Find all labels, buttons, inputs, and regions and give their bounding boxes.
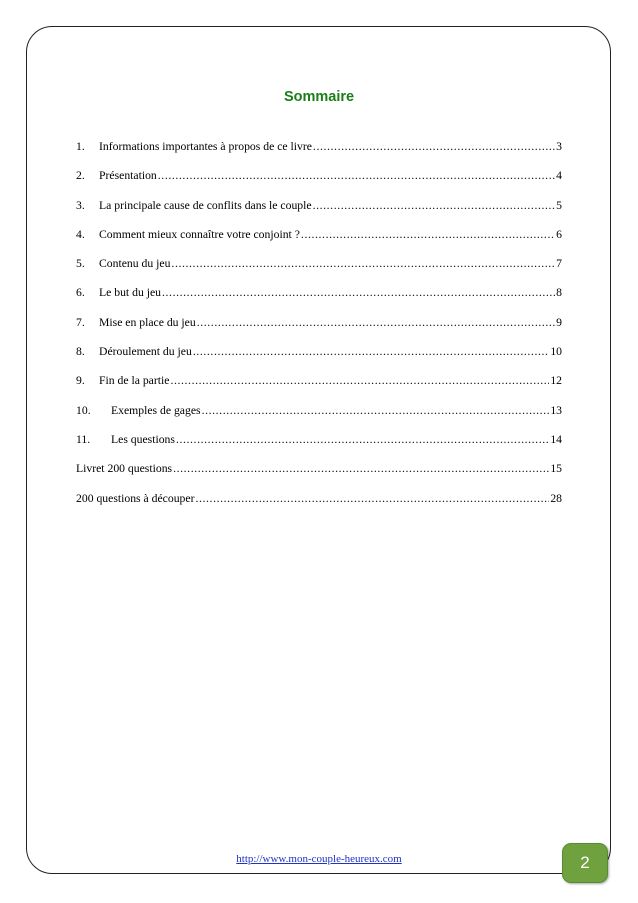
toc-leader-dots: [301, 228, 555, 242]
toc-entry-number: 11.: [76, 432, 91, 446]
website-link[interactable]: http://www.mon-couple-heureux.com: [236, 853, 402, 865]
toc-entry-page: 4: [556, 169, 562, 183]
toc-leader-dots: [193, 345, 549, 359]
toc-entry-2[interactable]: [76, 169, 562, 198]
toc-entry-number: 1.: [76, 140, 85, 153]
toc-entry-decouper[interactable]: [76, 492, 562, 521]
toc-leader-dots: [197, 316, 555, 330]
toc-entry-label: La principale cause de conflits dans le couple: [99, 198, 312, 212]
toc-entry-8[interactable]: [76, 345, 562, 374]
toc-entry-1[interactable]: [76, 140, 562, 169]
toc-entry-label: Comment mieux connaître votre conjoint ?: [99, 227, 300, 241]
toc-entry-page: 9: [556, 315, 562, 329]
toc-leader-dots: [170, 374, 549, 388]
toc-entry-number: 10.: [76, 403, 91, 417]
toc-entry-label: Présentation: [99, 169, 157, 183]
toc-entry-label: Contenu du jeu: [99, 257, 171, 271]
toc-entry-4[interactable]: [76, 228, 562, 257]
toc-entry-page: 15: [550, 462, 562, 476]
toc-entry-7[interactable]: [76, 316, 562, 345]
toc-leader-dots: [162, 286, 555, 300]
toc-entry-page: 12: [550, 374, 562, 388]
toc-leader-dots: [158, 169, 555, 183]
toc-entry-number: 6.: [76, 286, 85, 300]
toc-entry-number: 4.: [76, 227, 85, 241]
toc-entry-page: 28: [550, 491, 562, 505]
toc-entry-page: 13: [550, 403, 562, 417]
toc-entry-label: Fin de la partie: [99, 374, 170, 388]
toc-leader-dots: [202, 404, 550, 418]
toc-entry-page: 5: [556, 198, 562, 212]
toc-entry-5[interactable]: [76, 257, 562, 286]
toc-entry-6[interactable]: [76, 286, 562, 315]
toc-entry-11[interactable]: [76, 433, 562, 462]
toc-entry-label: Mise en place du jeu: [99, 315, 196, 329]
toc-entry-label: Les questions: [111, 432, 175, 446]
toc-leader-dots: [195, 492, 549, 506]
toc-entry-label: Exemples de gages: [111, 403, 201, 417]
toc-entry-number: 7.: [76, 315, 85, 329]
toc-entry-number: 3.: [76, 198, 85, 212]
toc-entry-label: Livret 200 questions: [76, 462, 173, 476]
toc-entry-page: 7: [556, 257, 562, 271]
toc-entry-number: 9.: [76, 374, 85, 388]
toc-entry-page: 14: [550, 432, 562, 446]
toc-leader-dots: [176, 433, 549, 447]
toc-leader-dots: [313, 199, 556, 213]
toc-entry-number: 2.: [76, 169, 85, 183]
toc-entry-10[interactable]: [76, 404, 562, 433]
toc-entry-label: 200 questions à découper: [76, 491, 195, 505]
toc-entry-livret[interactable]: [76, 462, 562, 491]
toc-entry-label: Déroulement du jeu: [99, 345, 192, 359]
toc-entry-number: 8.: [76, 345, 85, 359]
toc-entry-label: Informations importantes à propos de ce livre: [99, 140, 312, 153]
table-of-contents: [76, 140, 562, 521]
toc-entry-page: 3: [556, 140, 562, 153]
toc-entry-page: 6: [556, 227, 562, 241]
toc-leader-dots: [313, 140, 555, 154]
page-number-badge: 2: [562, 843, 608, 883]
toc-leader-dots: [173, 462, 549, 476]
toc-leader-dots: [171, 257, 555, 271]
footer: [0, 853, 638, 865]
page-title: Sommaire: [283, 89, 355, 105]
toc-entry-9[interactable]: [76, 374, 562, 403]
toc-entry-number: 5.: [76, 257, 85, 271]
toc-entry-page: 8: [556, 286, 562, 300]
toc-entry-page: 10: [550, 345, 562, 359]
toc-entry-label: Le but du jeu: [99, 286, 161, 300]
toc-entry-3[interactable]: [76, 199, 562, 228]
